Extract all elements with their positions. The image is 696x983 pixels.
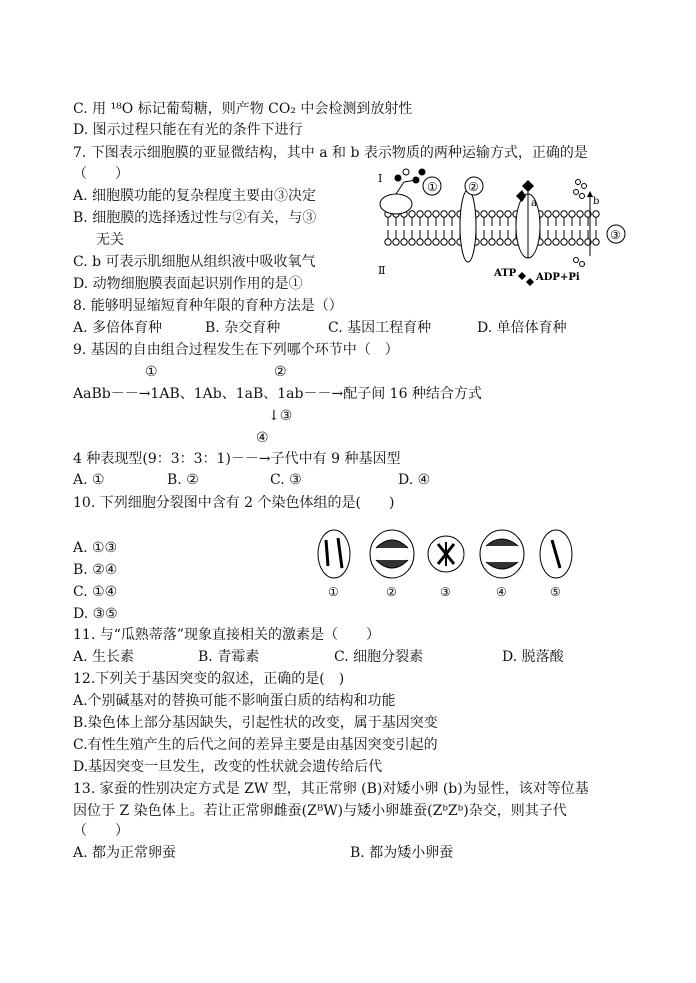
q13-paren: （ ）: [73, 823, 129, 839]
q13-stem-1: 13. 家蚕的性别决定方式是 ZW 型，其正常卵 (B)对矮小卵 (b)为显性，该对等位基: [73, 781, 589, 797]
glycoprotein: [380, 169, 425, 214]
cell-4: [480, 530, 524, 578]
cell-division-figure: [306, 524, 586, 600]
q12-stem: 12.下列关于基因突变的叙述，正确的是( ): [73, 671, 345, 687]
phospholipid-head: [401, 239, 407, 245]
phospholipid-bilayer: [385, 211, 599, 245]
label-b: b: [593, 196, 600, 207]
phospholipid-head: [385, 239, 391, 245]
phospholipid-head: [489, 239, 495, 245]
q12-option-d: D.基因突变一旦发生，改变的性状就会遗传给后代: [73, 759, 383, 775]
q10-stem: 10. 下列细胞分裂图中含有 2 个染色体组的是( ): [73, 495, 395, 511]
label-circle-1: ①: [427, 180, 438, 194]
cell-3: [428, 536, 464, 572]
phospholipid-head: [425, 211, 431, 217]
q13-stem-2: 因位于 Z 染色体上。若让正常卵雌蚕(ZᴮW)与矮小卵雄蚕(ZᵇZᵇ)杂交，则其子代: [73, 803, 567, 819]
q10-option-a: A. ①③: [73, 540, 118, 556]
q7-option-d: D. 动物细胞膜表面起识别作用的是①: [73, 276, 303, 292]
q11-option-c: C. 细胞分裂素: [334, 649, 424, 665]
cell-5: [540, 530, 572, 578]
q9-mark-4: ④: [256, 430, 269, 446]
phospholipid-head: [393, 239, 399, 245]
cell-label-2: ②: [386, 585, 397, 599]
q10-option-b: B. ②④: [73, 562, 118, 578]
phospholipid-head: [433, 211, 439, 217]
q7-option-a: A. 细胞膜功能的复杂程度主要由③决定: [73, 188, 317, 204]
phospholipid-head: [505, 239, 511, 245]
phospholipid-head: [569, 239, 575, 245]
q11-option-b: B. 青霉素: [198, 649, 260, 665]
q6-option-d: D. 图示过程只能在有光的条件下进行: [73, 122, 303, 138]
label-circle-3: ③: [610, 228, 621, 242]
cell-1: [318, 530, 350, 578]
q7-stem: 7. 下图表示细胞膜的亚显微结构，其中 a 和 b 表示物质的两种运输方式，正确的是: [73, 145, 588, 161]
label-II: Ⅱ: [378, 264, 386, 277]
q8-option-d: D. 单倍体育种: [477, 320, 567, 336]
channel-protein: [460, 190, 476, 262]
phospholipid-head: [449, 239, 455, 245]
phospholipid-head: [441, 239, 447, 245]
q10-option-d: D. ③⑤: [73, 606, 118, 622]
phospholipid-head: [593, 239, 599, 245]
phospholipid-head: [545, 211, 551, 217]
phospholipid-head: [489, 211, 495, 217]
phospholipid-head: [545, 239, 551, 245]
q13-option-b: B. 都为矮小卵蚕: [350, 845, 454, 861]
phospholipid-head: [433, 239, 439, 245]
q9-mark-2: ②: [274, 364, 287, 380]
q8-option-a: A. 多倍体育种: [73, 320, 163, 336]
phospholipid-head: [417, 211, 423, 217]
phospholipid-head: [441, 211, 447, 217]
phospholipid-head: [409, 211, 415, 217]
phospholipid-head: [561, 239, 567, 245]
phospholipid-head: [497, 211, 503, 217]
q7-paren: （ ）: [73, 166, 129, 182]
q9-line-1: AaBb－－→1AB、1Ab、1aB、1ab－－→配子间 16 种结合方式: [73, 386, 482, 402]
q9-stem: 9. 基因的自由组合过程发生在下列哪个环节中（ ）: [73, 342, 399, 358]
cell-label-3: ③: [440, 585, 451, 599]
phospholipid-head: [553, 211, 559, 217]
q11-option-d: D. 脱落酸: [502, 649, 564, 665]
phospholipid-head: [409, 239, 415, 245]
label-circle-2: ②: [468, 180, 479, 194]
label-a: a: [531, 198, 537, 209]
cell-label-1: ①: [328, 585, 339, 599]
q9-line-2: 4 种表现型(9：3：3：1)－－→子代中有 9 种基因型: [73, 451, 401, 467]
label-I: Ⅰ: [378, 172, 383, 185]
q10-option-c: C. ①④: [73, 584, 118, 600]
cell-label-4: ④: [496, 585, 507, 599]
cell-label-5: ⑤: [550, 585, 561, 599]
q13-option-a: A. 都为正常卵蚕: [73, 845, 177, 861]
phospholipid-head: [425, 239, 431, 245]
q12-option-c: C.有性生殖产生的后代之间的差异主要是由基因突变引起的: [73, 737, 438, 753]
q9-mark-3: ↓③: [268, 408, 293, 424]
phospholipid-head: [593, 211, 599, 217]
q11-option-a: A. 生长素: [73, 649, 135, 665]
q7-option-b-cont: 无关: [96, 232, 124, 248]
cell-membrane-figure: [376, 168, 626, 290]
q9-option-c: C. ③: [270, 472, 302, 488]
q12-option-b: B.染色体上部分基因缺失，引起性状的改变，属于基因突变: [73, 715, 438, 731]
phospholipid-head: [497, 239, 503, 245]
phospholipid-head: [449, 211, 455, 217]
q9-mark-1: ①: [145, 364, 158, 380]
q7-option-b: B. 细胞膜的选择透过性与②有关，与③: [73, 210, 317, 226]
q9-option-b: B. ②: [167, 472, 199, 488]
phospholipid-head: [553, 239, 559, 245]
phospholipid-head: [577, 239, 583, 245]
phospholipid-head: [481, 211, 487, 217]
q8-stem: 8. 能够明显缩短育种年限的育种方法是（）: [73, 298, 343, 314]
phospholipid-head: [577, 211, 583, 217]
q9-option-d: D. ④: [398, 472, 431, 488]
cell-2: [370, 530, 414, 578]
q11-stem: 11. 与“瓜熟蒂落”现象直接相关的激素是（ ）: [73, 627, 381, 643]
label-atp: ATP: [494, 268, 517, 279]
phospholipid-head: [481, 239, 487, 245]
phospholipid-head: [417, 239, 423, 245]
q8-option-c: C. 基因工程育种: [328, 320, 432, 336]
q6-option-c: C. 用 ¹⁸O 标记葡萄糖，则产物 CO₂ 中会检测到放射性: [73, 101, 413, 117]
q7-option-c: C. b 可表示肌细胞从组织液中吸收氧气: [73, 254, 316, 270]
phospholipid-head: [505, 211, 511, 217]
phospholipid-head: [561, 211, 567, 217]
q9-option-a: A. ①: [73, 472, 105, 488]
label-adp: ADP+Pi: [536, 272, 580, 283]
phospholipid-head: [569, 211, 575, 217]
q8-option-b: B. 杂交育种: [205, 320, 281, 336]
q12-option-a: A.个别碱基对的替换可能不影响蛋白质的结构和功能: [73, 693, 396, 709]
